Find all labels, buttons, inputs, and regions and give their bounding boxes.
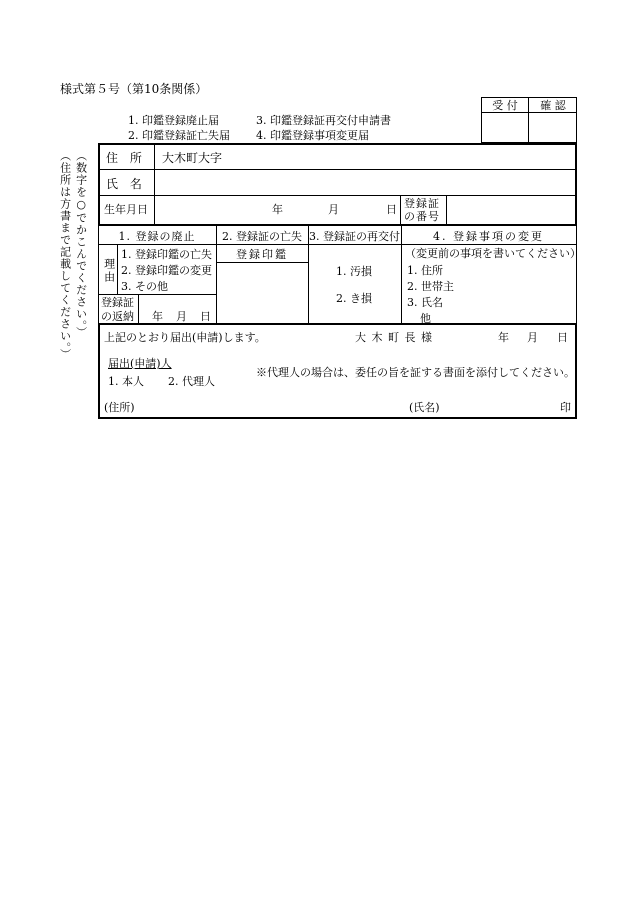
dob-year: 年 — [272, 203, 283, 216]
confirmed-label: 確 認 — [540, 99, 566, 112]
registered-seal-label: 登録印鑑 — [236, 248, 288, 261]
applicant-heading: 届出(申請)人 — [108, 357, 172, 370]
dob-label: 生年月日 — [104, 203, 148, 216]
cert-number-label-2: の番号 — [404, 210, 440, 223]
section-lost-header: 2. 登録証の亡失 — [222, 230, 302, 243]
return-day: 日 — [200, 310, 211, 323]
footer-address-label: (住所) — [104, 401, 135, 414]
return-year: 年 — [152, 310, 163, 323]
address-value: 大木町大字 — [162, 151, 223, 165]
name-label: 氏 名 — [106, 177, 146, 191]
option-abolish-notice: 1. 印鑑登録廃止届 — [128, 114, 219, 127]
dob-day: 日 — [386, 203, 397, 216]
return-label-1: 登録証 — [101, 296, 134, 309]
declaration-text: 上記のとおり届出(申請)します。 — [104, 331, 266, 344]
agent-note: ※代理人の場合は、委任の旨を証する書面を添付してください。 — [256, 366, 575, 379]
applicant-agent: 2. 代理人 — [168, 375, 215, 388]
addressee: 大 木 町 長 様 — [355, 331, 433, 344]
change-item-householder: 2. 世帯主 — [407, 280, 454, 293]
received-label: 受 付 — [492, 99, 518, 112]
return-month: 月 — [176, 310, 187, 323]
form-number: 様式第５号（第10条関係） — [60, 82, 208, 96]
change-item-other: 他 — [420, 312, 431, 325]
side-note-circle-numbers: （数字を○でかこんでください。） — [74, 150, 88, 339]
reissue-damaged: 2. き損 — [336, 292, 372, 305]
reason-lost-seal: 1. 登録印鑑の亡失 — [121, 248, 212, 261]
footer-month: 月 — [527, 331, 538, 344]
return-label-2: の返納 — [101, 310, 134, 323]
section-reissue-header: 3. 登録証の再交付 — [309, 230, 400, 243]
footer-year: 年 — [498, 331, 509, 344]
option-lost-notice: 2. 印鑑登録証亡失届 — [128, 129, 230, 142]
address-label: 住 所 — [106, 151, 146, 165]
reason-label: 理由 — [102, 258, 116, 284]
change-note: （変更前の事項を書いてください） — [405, 247, 581, 260]
change-item-name: 3. 氏名 — [407, 296, 443, 309]
applicant-self: 1. 本人 — [108, 375, 144, 388]
reason-other: 3. その他 — [121, 280, 168, 293]
cert-number-label-1: 登録証 — [404, 197, 440, 210]
side-note-address-detail: （住所は方書まで記載してください。） — [58, 150, 72, 361]
option-reissue-application: 3. 印鑑登録証再交付申請書 — [256, 114, 391, 127]
dob-month: 月 — [328, 203, 339, 216]
footer-name-label: (氏名) — [409, 401, 440, 414]
section-change-header: 4. 登録事項の変更 — [433, 230, 544, 243]
reason-changed-seal: 2. 登録印鑑の変更 — [121, 264, 212, 277]
option-change-notice: 4. 印鑑登録事項変更届 — [256, 129, 369, 142]
seal-mark: 印 — [560, 401, 571, 414]
footer-day: 日 — [557, 331, 568, 344]
reissue-soiled: 1. 汚損 — [336, 265, 372, 278]
section-abolish-header: 1. 登録の廃止 — [118, 230, 196, 243]
change-item-address: 1. 住所 — [407, 264, 443, 277]
